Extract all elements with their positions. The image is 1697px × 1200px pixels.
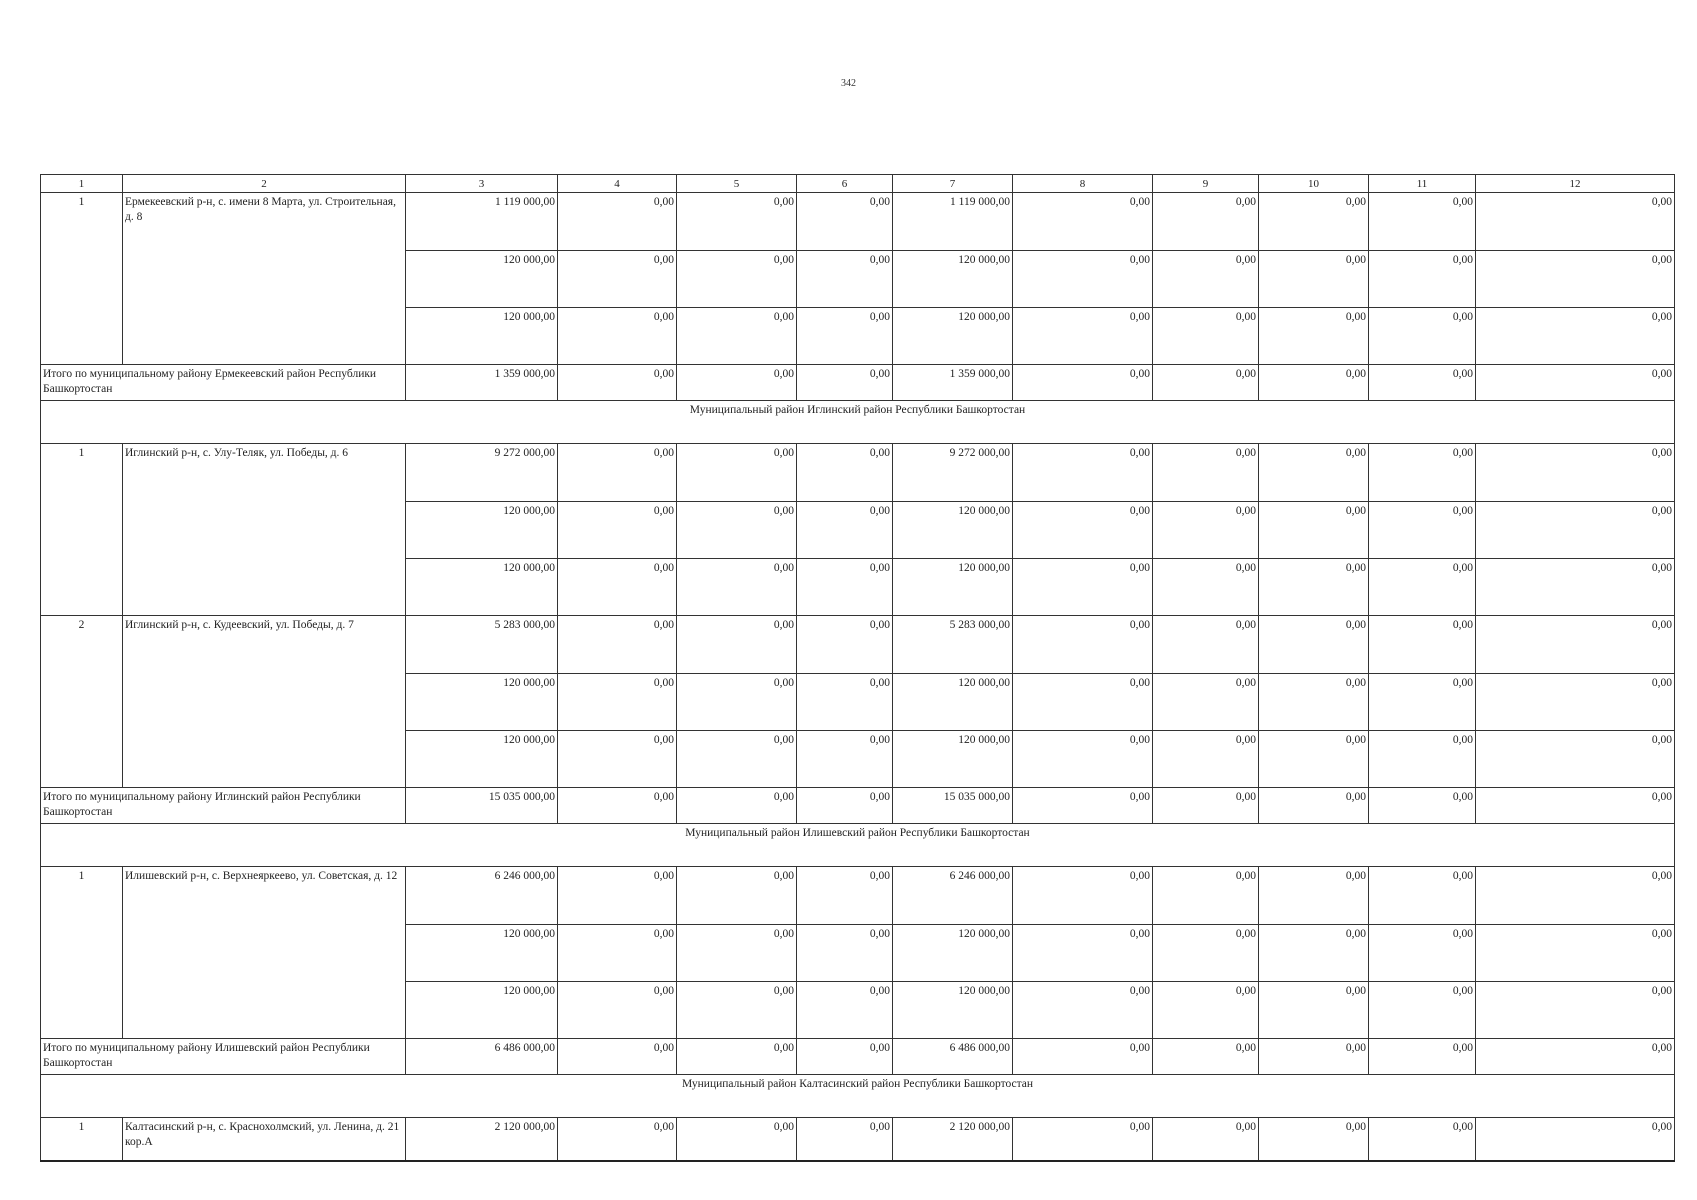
total-value-col-3: 1 359 000,00 bbox=[406, 365, 558, 401]
value-cell-col-5: 0,00 bbox=[677, 251, 797, 308]
value-cell-col-3: 120 000,00 bbox=[406, 731, 558, 788]
value-cell-col-12: 0,00 bbox=[1476, 1118, 1675, 1162]
value-cell-col-12: 0,00 bbox=[1476, 616, 1675, 674]
value-cell-col-12: 0,00 bbox=[1476, 867, 1675, 925]
item-address: Илишевский р-н, с. Верхнеяркеево, ул. Советская, д. 12 bbox=[123, 867, 406, 1039]
total-value-col-8: 0,00 bbox=[1013, 365, 1153, 401]
value-cell-col-6: 0,00 bbox=[797, 867, 893, 925]
value-cell-col-4: 0,00 bbox=[558, 616, 677, 674]
total-row bbox=[41, 1039, 1675, 1075]
value-cell-col-7: 120 000,00 bbox=[893, 559, 1013, 616]
value-cell-col-3: 6 246 000,00 bbox=[406, 867, 558, 925]
value-cell-col-3: 120 000,00 bbox=[406, 674, 558, 731]
value-cell-col-4: 0,00 bbox=[558, 444, 677, 502]
section-title: Муниципальный район Илишевский район Республики Башкортостан bbox=[41, 824, 1675, 867]
value-cell-col-9: 0,00 bbox=[1153, 1118, 1259, 1162]
value-cell-col-5: 0,00 bbox=[677, 982, 797, 1039]
value-cell-col-4: 0,00 bbox=[558, 559, 677, 616]
value-cell-col-10: 0,00 bbox=[1259, 925, 1369, 982]
total-value-col-6: 0,00 bbox=[797, 788, 893, 824]
column-number-1: 1 bbox=[41, 175, 123, 193]
value-cell-col-3: 1 119 000,00 bbox=[406, 193, 558, 251]
column-number-2: 2 bbox=[123, 175, 406, 193]
value-cell-col-10: 0,00 bbox=[1259, 982, 1369, 1039]
value-cell-col-12: 0,00 bbox=[1476, 674, 1675, 731]
value-cell-col-11: 0,00 bbox=[1369, 867, 1476, 925]
value-cell-col-4: 0,00 bbox=[558, 251, 677, 308]
item-index: 1 bbox=[41, 193, 123, 365]
value-cell-col-8: 0,00 bbox=[1013, 308, 1153, 365]
total-value-col-10: 0,00 bbox=[1259, 788, 1369, 824]
column-number-9: 9 bbox=[1153, 175, 1259, 193]
value-cell-col-11: 0,00 bbox=[1369, 444, 1476, 502]
item-address: Иглинский р-н, с. Улу-Теляк, ул. Победы, д. 6 bbox=[123, 444, 406, 616]
value-cell-col-4: 0,00 bbox=[558, 982, 677, 1039]
total-value-col-9: 0,00 bbox=[1153, 365, 1259, 401]
value-cell-col-6: 0,00 bbox=[797, 308, 893, 365]
value-cell-col-6: 0,00 bbox=[797, 444, 893, 502]
total-label: Итого по муниципальному району Иглинский район Республики Башкортостан bbox=[41, 788, 406, 824]
value-cell-col-10: 0,00 bbox=[1259, 674, 1369, 731]
total-value-col-6: 0,00 bbox=[797, 1039, 893, 1075]
value-cell-col-5: 0,00 bbox=[677, 502, 797, 559]
total-value-col-3: 15 035 000,00 bbox=[406, 788, 558, 824]
value-cell-col-7: 120 000,00 bbox=[893, 982, 1013, 1039]
total-value-col-10: 0,00 bbox=[1259, 1039, 1369, 1075]
value-cell-col-6: 0,00 bbox=[797, 982, 893, 1039]
value-cell-col-6: 0,00 bbox=[797, 925, 893, 982]
value-cell-col-5: 0,00 bbox=[677, 616, 797, 674]
table-row bbox=[41, 1118, 1675, 1162]
item-address: Калтасинский р-н, с. Краснохолмский, ул. Ленина, д. 21 кор.А bbox=[123, 1118, 406, 1162]
value-cell-col-7: 1 119 000,00 bbox=[893, 193, 1013, 251]
value-cell-col-3: 2 120 000,00 bbox=[406, 1118, 558, 1162]
column-number-3: 3 bbox=[406, 175, 558, 193]
value-cell-col-12: 0,00 bbox=[1476, 308, 1675, 365]
total-row bbox=[41, 788, 1675, 824]
value-cell-col-7: 120 000,00 bbox=[893, 731, 1013, 788]
value-cell-col-11: 0,00 bbox=[1369, 308, 1476, 365]
value-cell-col-11: 0,00 bbox=[1369, 193, 1476, 251]
page-number: 342 bbox=[841, 78, 856, 89]
value-cell-col-11: 0,00 bbox=[1369, 982, 1476, 1039]
value-cell-col-8: 0,00 bbox=[1013, 444, 1153, 502]
table-body bbox=[41, 175, 1675, 1162]
table-row bbox=[41, 867, 1675, 925]
value-cell-col-8: 0,00 bbox=[1013, 1118, 1153, 1162]
value-cell-col-9: 0,00 bbox=[1153, 444, 1259, 502]
value-cell-col-11: 0,00 bbox=[1369, 616, 1476, 674]
value-cell-col-4: 0,00 bbox=[558, 502, 677, 559]
total-value-col-7: 15 035 000,00 bbox=[893, 788, 1013, 824]
value-cell-col-4: 0,00 bbox=[558, 308, 677, 365]
total-row bbox=[41, 365, 1675, 401]
value-cell-col-9: 0,00 bbox=[1153, 674, 1259, 731]
section-row bbox=[41, 401, 1675, 444]
total-value-col-12: 0,00 bbox=[1476, 1039, 1675, 1075]
item-index: 1 bbox=[41, 444, 123, 616]
value-cell-col-6: 0,00 bbox=[797, 193, 893, 251]
value-cell-col-10: 0,00 bbox=[1259, 731, 1369, 788]
value-cell-col-9: 0,00 bbox=[1153, 731, 1259, 788]
item-index: 2 bbox=[41, 616, 123, 788]
value-cell-col-5: 0,00 bbox=[677, 674, 797, 731]
value-cell-col-3: 120 000,00 bbox=[406, 251, 558, 308]
table-row bbox=[41, 616, 1675, 674]
value-cell-col-8: 0,00 bbox=[1013, 251, 1153, 308]
total-label: Итого по муниципальному району Илишевский район Республики Башкортостан bbox=[41, 1039, 406, 1075]
section-row bbox=[41, 1075, 1675, 1118]
value-cell-col-12: 0,00 bbox=[1476, 444, 1675, 502]
total-value-col-4: 0,00 bbox=[558, 788, 677, 824]
total-value-col-7: 6 486 000,00 bbox=[893, 1039, 1013, 1075]
value-cell-col-5: 0,00 bbox=[677, 559, 797, 616]
value-cell-col-9: 0,00 bbox=[1153, 308, 1259, 365]
value-cell-col-10: 0,00 bbox=[1259, 251, 1369, 308]
value-cell-col-12: 0,00 bbox=[1476, 193, 1675, 251]
value-cell-col-4: 0,00 bbox=[558, 731, 677, 788]
total-label: Итого по муниципальному району Ермекеевский район Республики Башкортостан bbox=[41, 365, 406, 401]
value-cell-col-6: 0,00 bbox=[797, 559, 893, 616]
total-value-col-4: 0,00 bbox=[558, 1039, 677, 1075]
value-cell-col-8: 0,00 bbox=[1013, 559, 1153, 616]
value-cell-col-11: 0,00 bbox=[1369, 674, 1476, 731]
column-number-6: 6 bbox=[797, 175, 893, 193]
total-value-col-11: 0,00 bbox=[1369, 1039, 1476, 1075]
value-cell-col-6: 0,00 bbox=[797, 674, 893, 731]
value-cell-col-8: 0,00 bbox=[1013, 982, 1153, 1039]
value-cell-col-8: 0,00 bbox=[1013, 925, 1153, 982]
value-cell-col-5: 0,00 bbox=[677, 925, 797, 982]
value-cell-col-4: 0,00 bbox=[558, 867, 677, 925]
value-cell-col-9: 0,00 bbox=[1153, 867, 1259, 925]
value-cell-col-7: 6 246 000,00 bbox=[893, 867, 1013, 925]
column-number-5: 5 bbox=[677, 175, 797, 193]
column-number-4: 4 bbox=[558, 175, 677, 193]
value-cell-col-3: 5 283 000,00 bbox=[406, 616, 558, 674]
value-cell-col-7: 120 000,00 bbox=[893, 251, 1013, 308]
total-value-col-6: 0,00 bbox=[797, 365, 893, 401]
value-cell-col-7: 9 272 000,00 bbox=[893, 444, 1013, 502]
total-value-col-11: 0,00 bbox=[1369, 365, 1476, 401]
value-cell-col-5: 0,00 bbox=[677, 444, 797, 502]
column-number-8: 8 bbox=[1013, 175, 1153, 193]
column-number-11: 11 bbox=[1369, 175, 1476, 193]
value-cell-col-7: 120 000,00 bbox=[893, 674, 1013, 731]
section-row bbox=[41, 824, 1675, 867]
total-value-col-8: 0,00 bbox=[1013, 1039, 1153, 1075]
column-number-12: 12 bbox=[1476, 175, 1675, 193]
value-cell-col-6: 0,00 bbox=[797, 502, 893, 559]
section-title: Муниципальный район Калтасинский район Республики Башкортостан bbox=[41, 1075, 1675, 1118]
value-cell-col-8: 0,00 bbox=[1013, 193, 1153, 251]
total-value-col-3: 6 486 000,00 bbox=[406, 1039, 558, 1075]
value-cell-col-10: 0,00 bbox=[1259, 308, 1369, 365]
total-value-col-9: 0,00 bbox=[1153, 788, 1259, 824]
total-value-col-12: 0,00 bbox=[1476, 788, 1675, 824]
value-cell-col-7: 120 000,00 bbox=[893, 308, 1013, 365]
value-cell-col-11: 0,00 bbox=[1369, 731, 1476, 788]
value-cell-col-10: 0,00 bbox=[1259, 559, 1369, 616]
total-value-col-4: 0,00 bbox=[558, 365, 677, 401]
registry-table bbox=[40, 174, 1675, 1162]
value-cell-col-6: 0,00 bbox=[797, 251, 893, 308]
section-title: Муниципальный район Иглинский район Республики Башкортостан bbox=[41, 401, 1675, 444]
value-cell-col-9: 0,00 bbox=[1153, 982, 1259, 1039]
table-row bbox=[41, 193, 1675, 251]
value-cell-col-11: 0,00 bbox=[1369, 1118, 1476, 1162]
value-cell-col-11: 0,00 bbox=[1369, 925, 1476, 982]
total-value-col-12: 0,00 bbox=[1476, 365, 1675, 401]
value-cell-col-10: 0,00 bbox=[1259, 193, 1369, 251]
column-number-row bbox=[41, 175, 1675, 193]
value-cell-col-12: 0,00 bbox=[1476, 251, 1675, 308]
value-cell-col-8: 0,00 bbox=[1013, 616, 1153, 674]
value-cell-col-8: 0,00 bbox=[1013, 731, 1153, 788]
value-cell-col-7: 2 120 000,00 bbox=[893, 1118, 1013, 1162]
item-index: 1 bbox=[41, 1118, 123, 1162]
value-cell-col-3: 120 000,00 bbox=[406, 559, 558, 616]
item-address: Иглинский р-н, с. Кудеевский, ул. Победы, д. 7 bbox=[123, 616, 406, 788]
value-cell-col-12: 0,00 bbox=[1476, 982, 1675, 1039]
total-value-col-7: 1 359 000,00 bbox=[893, 365, 1013, 401]
table-row bbox=[41, 444, 1675, 502]
total-value-col-11: 0,00 bbox=[1369, 788, 1476, 824]
value-cell-col-5: 0,00 bbox=[677, 867, 797, 925]
value-cell-col-6: 0,00 bbox=[797, 1118, 893, 1162]
total-value-col-10: 0,00 bbox=[1259, 365, 1369, 401]
value-cell-col-6: 0,00 bbox=[797, 731, 893, 788]
value-cell-col-11: 0,00 bbox=[1369, 251, 1476, 308]
total-value-col-5: 0,00 bbox=[677, 365, 797, 401]
value-cell-col-10: 0,00 bbox=[1259, 502, 1369, 559]
value-cell-col-4: 0,00 bbox=[558, 925, 677, 982]
value-cell-col-7: 120 000,00 bbox=[893, 502, 1013, 559]
value-cell-col-10: 0,00 bbox=[1259, 1118, 1369, 1162]
value-cell-col-5: 0,00 bbox=[677, 731, 797, 788]
value-cell-col-7: 120 000,00 bbox=[893, 925, 1013, 982]
value-cell-col-8: 0,00 bbox=[1013, 674, 1153, 731]
value-cell-col-6: 0,00 bbox=[797, 616, 893, 674]
value-cell-col-4: 0,00 bbox=[558, 1118, 677, 1162]
value-cell-col-10: 0,00 bbox=[1259, 867, 1369, 925]
value-cell-col-3: 120 000,00 bbox=[406, 925, 558, 982]
value-cell-col-9: 0,00 bbox=[1153, 925, 1259, 982]
value-cell-col-12: 0,00 bbox=[1476, 731, 1675, 788]
column-number-10: 10 bbox=[1259, 175, 1369, 193]
item-address: Ермекеевский р-н, с. имени 8 Марта, ул. Строительная, д. 8 bbox=[123, 193, 406, 365]
item-index: 1 bbox=[41, 867, 123, 1039]
value-cell-col-10: 0,00 bbox=[1259, 616, 1369, 674]
value-cell-col-12: 0,00 bbox=[1476, 559, 1675, 616]
value-cell-col-9: 0,00 bbox=[1153, 559, 1259, 616]
column-number-7: 7 bbox=[893, 175, 1013, 193]
total-value-col-5: 0,00 bbox=[677, 788, 797, 824]
value-cell-col-8: 0,00 bbox=[1013, 502, 1153, 559]
value-cell-col-7: 5 283 000,00 bbox=[893, 616, 1013, 674]
value-cell-col-9: 0,00 bbox=[1153, 251, 1259, 308]
value-cell-col-4: 0,00 bbox=[558, 674, 677, 731]
value-cell-col-12: 0,00 bbox=[1476, 502, 1675, 559]
value-cell-col-4: 0,00 bbox=[558, 193, 677, 251]
value-cell-col-5: 0,00 bbox=[677, 308, 797, 365]
value-cell-col-3: 9 272 000,00 bbox=[406, 444, 558, 502]
value-cell-col-8: 0,00 bbox=[1013, 867, 1153, 925]
value-cell-col-3: 120 000,00 bbox=[406, 982, 558, 1039]
value-cell-col-9: 0,00 bbox=[1153, 502, 1259, 559]
value-cell-col-5: 0,00 bbox=[677, 193, 797, 251]
value-cell-col-9: 0,00 bbox=[1153, 193, 1259, 251]
total-value-col-9: 0,00 bbox=[1153, 1039, 1259, 1075]
value-cell-col-11: 0,00 bbox=[1369, 502, 1476, 559]
total-value-col-8: 0,00 bbox=[1013, 788, 1153, 824]
value-cell-col-11: 0,00 bbox=[1369, 559, 1476, 616]
value-cell-col-3: 120 000,00 bbox=[406, 308, 558, 365]
value-cell-col-12: 0,00 bbox=[1476, 925, 1675, 982]
value-cell-col-10: 0,00 bbox=[1259, 444, 1369, 502]
total-value-col-5: 0,00 bbox=[677, 1039, 797, 1075]
value-cell-col-3: 120 000,00 bbox=[406, 502, 558, 559]
value-cell-col-5: 0,00 bbox=[677, 1118, 797, 1162]
value-cell-col-9: 0,00 bbox=[1153, 616, 1259, 674]
